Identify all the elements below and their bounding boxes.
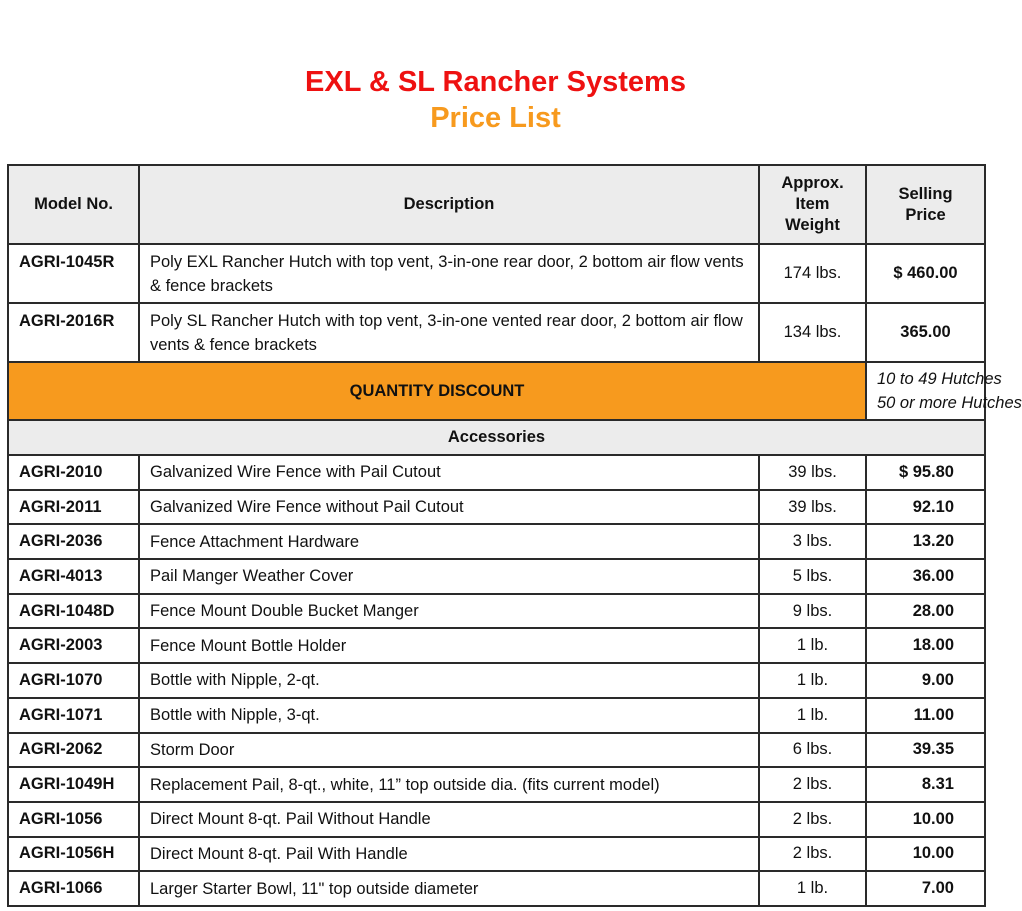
price-cell: 28.00 <box>866 594 985 629</box>
model-cell: AGRI-1048D <box>8 594 139 629</box>
price-cell: 36.00 <box>866 559 985 594</box>
header-price-line1: Selling <box>898 184 953 203</box>
weight-cell: 3 lbs. <box>759 524 866 559</box>
hutch-row <box>8 303 985 362</box>
weight-cell: 1 lb. <box>759 698 866 733</box>
price-cell: $ 95.80 <box>866 455 985 490</box>
table-row <box>8 490 985 525</box>
price-cell: 7.00 <box>866 871 985 906</box>
table-row <box>8 594 985 629</box>
description-cell: Poly EXL Rancher Hutch with top vent, 3-in-one rear door, 2 bottom air flow vents & fence brackets <box>139 244 759 303</box>
table-row <box>8 767 985 802</box>
price-table <box>7 164 1022 907</box>
description-cell: Fence Attachment Hardware <box>139 524 759 559</box>
weight-cell: 2 lbs. <box>759 802 866 837</box>
description-cell: Bottle with Nipple, 3-qt. <box>139 698 759 733</box>
description-cell: Galvanized Wire Fence with Pail Cutout <box>139 455 759 490</box>
weight-cell: 2 lbs. <box>759 767 866 802</box>
model-cell: AGRI-2016R <box>8 303 139 362</box>
description-cell: Bottle with Nipple, 2-qt. <box>139 663 759 698</box>
price-cell: 8.31 <box>866 767 985 802</box>
weight-cell: 39 lbs. <box>759 490 866 525</box>
table-row <box>8 802 985 837</box>
price-cell: 9.00 <box>866 663 985 698</box>
discount-line-2: 50 or more Hutches <box>877 394 1022 412</box>
description-cell: Direct Mount 8-qt. Pail Without Handle <box>139 802 759 837</box>
table-row <box>8 663 985 698</box>
header-model: Model No. <box>8 165 139 244</box>
price-cell: 10.00 <box>866 802 985 837</box>
table-row <box>8 837 985 872</box>
description-cell: Pail Manger Weather Cover <box>139 559 759 594</box>
price-cell: 39.35 <box>866 733 985 768</box>
discount-line-1: 10 to 49 Hutches <box>877 370 1002 388</box>
description-cell: Larger Starter Bowl, 11" top outside diameter <box>139 871 759 906</box>
description-cell: Galvanized Wire Fence without Pail Cutout <box>139 490 759 525</box>
price-cell: $ 460.00 <box>866 244 985 303</box>
price-cell: 18.00 <box>866 628 985 663</box>
model-cell: AGRI-1070 <box>8 663 139 698</box>
model-cell: AGRI-1066 <box>8 871 139 906</box>
model-cell: AGRI-4013 <box>8 559 139 594</box>
table-row <box>8 455 985 490</box>
description-cell: Fence Mount Bottle Holder <box>139 628 759 663</box>
quantity-discount-notes <box>866 362 1022 420</box>
description-cell: Replacement Pail, 8-qt., white, 11” top outside dia. (fits current model) <box>139 767 759 802</box>
document-title: EXL & SL Rancher Systems <box>305 66 686 98</box>
hutch-row <box>8 244 985 303</box>
model-cell: AGRI-2011 <box>8 490 139 525</box>
weight-cell: 6 lbs. <box>759 733 866 768</box>
table-row <box>8 628 985 663</box>
table-header-row <box>8 165 985 244</box>
model-cell: AGRI-2062 <box>8 733 139 768</box>
model-cell: AGRI-2010 <box>8 455 139 490</box>
weight-cell: 1 lb. <box>759 663 866 698</box>
price-cell: 365.00 <box>866 303 985 362</box>
weight-cell: 9 lbs. <box>759 594 866 629</box>
weight-cell: 39 lbs. <box>759 455 866 490</box>
model-cell: AGRI-2036 <box>8 524 139 559</box>
price-cell: 13.20 <box>866 524 985 559</box>
description-cell: Fence Mount Double Bucket Manger <box>139 594 759 629</box>
model-cell: AGRI-1071 <box>8 698 139 733</box>
header-weight <box>759 165 866 244</box>
table-row <box>8 871 985 906</box>
model-cell: AGRI-2003 <box>8 628 139 663</box>
header-description: Description <box>139 165 759 244</box>
weight-cell: 5 lbs. <box>759 559 866 594</box>
model-cell: AGRI-1045R <box>8 244 139 303</box>
price-cell: 10.00 <box>866 837 985 872</box>
accessories-heading: Accessories <box>8 420 985 455</box>
weight-cell: 134 lbs. <box>759 303 866 362</box>
header-weight-line3: Weight <box>785 216 840 234</box>
header-price-line2: Price <box>905 205 946 224</box>
description-cell: Poly SL Rancher Hutch with top vent, 3-in-one vented rear door, 2 bottom air flow vents & fence brackets <box>139 303 759 362</box>
weight-cell: 174 lbs. <box>759 244 866 303</box>
price-cell: 11.00 <box>866 698 985 733</box>
price-cell: 92.10 <box>866 490 985 525</box>
quantity-discount-label: QUANTITY DISCOUNT <box>8 362 866 420</box>
weight-cell: 2 lbs. <box>759 837 866 872</box>
table-row <box>8 524 985 559</box>
table-row <box>8 733 985 768</box>
header-weight-line2: Item <box>795 195 830 213</box>
description-cell: Storm Door <box>139 733 759 768</box>
quantity-discount-row <box>8 362 985 420</box>
header-weight-line1: Approx. <box>781 174 844 192</box>
model-cell: AGRI-1049H <box>8 767 139 802</box>
weight-cell: 1 lb. <box>759 871 866 906</box>
model-cell: AGRI-1056 <box>8 802 139 837</box>
header-price <box>866 165 985 244</box>
weight-cell: 1 lb. <box>759 628 866 663</box>
model-cell: AGRI-1056H <box>8 837 139 872</box>
document-subtitle: Price List <box>430 102 561 134</box>
description-cell: Direct Mount 8-qt. Pail With Handle <box>139 837 759 872</box>
table-row <box>8 698 985 733</box>
accessories-heading-row <box>8 420 985 455</box>
table-row <box>8 559 985 594</box>
